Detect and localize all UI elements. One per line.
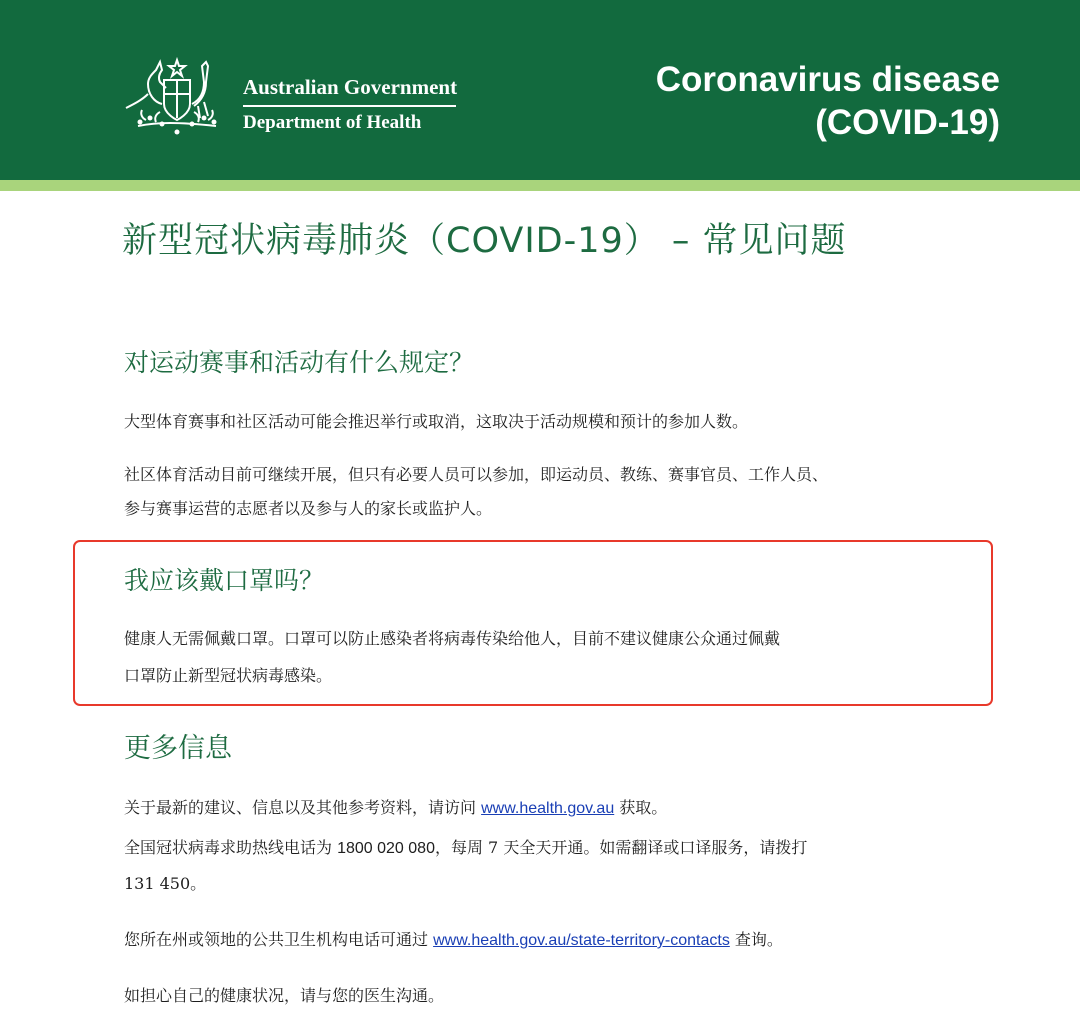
paragraph-masks-1: 健康人无需佩戴口罩。口罩可以防止感染者将病毒传染给他人，目前不建议健康公众通过佩戴 — [124, 629, 781, 648]
more-info-line-interpreter: 131 450。 — [124, 874, 207, 893]
paragraph-events-3: 参与赛事运营的志愿者以及参与人的家长或监护人。 — [124, 499, 493, 518]
more-info-text: 查询。 — [729, 930, 783, 949]
banner-title-line-1: Coronavirus disease — [655, 60, 1000, 99]
document-title: 新型冠状病毒肺炎（COVID-19） – 常见问题 — [122, 221, 847, 261]
header-accent-stripe — [0, 180, 1080, 191]
health-website-link[interactable]: www.health.gov.au — [481, 800, 615, 817]
banner-title-line-2: (COVID-19) — [815, 103, 1000, 142]
more-info-text: 获取。 — [614, 798, 668, 817]
state-territory-contacts-link[interactable]: www.health.gov.au/state-territory-contacts — [433, 932, 730, 949]
banner-title — [656, 58, 1000, 144]
more-info-line-website — [124, 791, 667, 826]
department-name: Department of Health — [243, 112, 422, 133]
more-info-text: ，每周 7 天全天开通。如需翻译或口译服务，请拨打 — [434, 838, 808, 857]
section-heading-masks: 我应该戴口罩吗？ — [124, 566, 325, 595]
more-info-text: 您所在州或领地的公共卫生机构电话可通过 — [124, 930, 434, 949]
paragraph-masks-2: 口罩防止新型冠状病毒感染。 — [124, 666, 333, 685]
section-heading-events: 对运动赛事和活动有什么规定？ — [124, 348, 475, 377]
paragraph-events-1: 大型体育赛事和社区活动可能会推迟举行或取消，这取决于活动规模和预计的参加人数。 — [124, 412, 749, 431]
paragraph-events-2: 社区体育活动目前可继续开展，但只有必要人员可以参加，即运动员、教练、赛事官员、工作人员、 — [124, 465, 829, 484]
australian-coat-of-arms-icon — [118, 52, 236, 142]
more-info-line-doctor: 如担心自己的健康状况，请与您的医生沟通。 — [124, 986, 445, 1005]
more-info-text: 关于最新的建议、信息以及其他参考资料，请访问 — [124, 798, 482, 817]
section-heading-more-info: 更多信息 — [124, 733, 232, 764]
more-info-text: 全国冠状病毒求助热线电话为 — [124, 838, 338, 857]
hotline-number: 1800 020 080 — [337, 840, 435, 857]
logo-divider — [243, 105, 456, 107]
more-info-line-state-contacts — [124, 923, 783, 958]
more-info-line-hotline — [124, 831, 807, 866]
government-name: Australian Government — [243, 75, 458, 99]
